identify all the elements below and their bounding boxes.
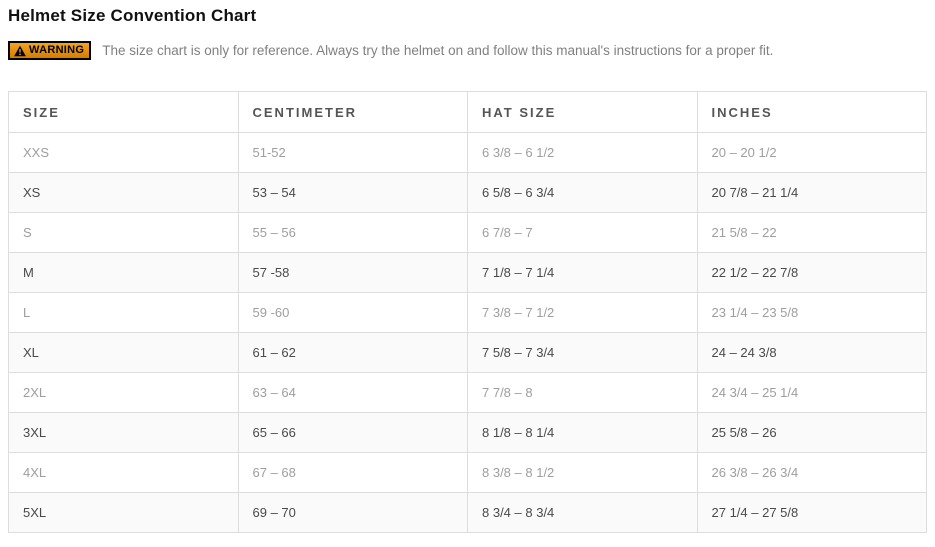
cell-hat-size: 7 5/8 – 7 3/4 [468,333,698,373]
cell-hat-size: 6 3/8 – 6 1/2 [468,133,698,173]
cell-inches: 25 5/8 – 26 [697,413,927,453]
warning-badge-label: WARNING [29,44,85,56]
warning-row [8,41,927,60]
cell-centimeter: 59 -60 [238,293,468,333]
cell-size: M [9,253,239,293]
table-row [9,413,927,453]
cell-centimeter: 61 – 62 [238,333,468,373]
cell-hat-size: 7 7/8 – 8 [468,373,698,413]
cell-size: 2XL [9,373,239,413]
cell-centimeter: 55 – 56 [238,213,468,253]
cell-inches: 23 1/4 – 23 5/8 [697,293,927,333]
cell-hat-size: 8 1/8 – 8 1/4 [468,413,698,453]
cell-size: L [9,293,239,333]
warning-badge [8,41,91,60]
cell-centimeter: 63 – 64 [238,373,468,413]
column-header-size: SIZE [9,92,239,133]
table-row [9,293,927,333]
table-row [9,373,927,413]
table-row [9,173,927,213]
cell-size: 4XL [9,453,239,493]
column-header-centimeter: CENTIMETER [238,92,468,133]
cell-centimeter: 51-52 [238,133,468,173]
cell-size: S [9,213,239,253]
table-header-row [9,92,927,133]
cell-hat-size: 7 1/8 – 7 1/4 [468,253,698,293]
table-row [9,133,927,173]
cell-inches: 22 1/2 – 22 7/8 [697,253,927,293]
size-chart-table [8,91,927,533]
table-row [9,493,927,533]
cell-size: 3XL [9,413,239,453]
cell-centimeter: 53 – 54 [238,173,468,213]
warning-triangle-icon [14,45,26,57]
page-title: Helmet Size Convention Chart [8,6,257,25]
cell-size: XXS [9,133,239,173]
table-row [9,253,927,293]
cell-centimeter: 57 -58 [238,253,468,293]
cell-centimeter: 65 – 66 [238,413,468,453]
table-row [9,213,927,253]
cell-inches: 24 – 24 3/8 [697,333,927,373]
cell-inches: 24 3/4 – 25 1/4 [697,373,927,413]
cell-inches: 20 – 20 1/2 [697,133,927,173]
cell-centimeter: 69 – 70 [238,493,468,533]
cell-inches: 20 7/8 – 21 1/4 [697,173,927,213]
cell-inches: 27 1/4 – 27 5/8 [697,493,927,533]
cell-hat-size: 6 5/8 – 6 3/4 [468,173,698,213]
cell-hat-size: 7 3/8 – 7 1/2 [468,293,698,333]
warning-text: The size chart is only for reference. Always try the helmet on and follow this manual's instructions for a proper fit. [102,42,774,58]
cell-hat-size: 8 3/4 – 8 3/4 [468,493,698,533]
cell-hat-size: 8 3/8 – 8 1/2 [468,453,698,493]
column-header-inches: INCHES [697,92,927,133]
cell-centimeter: 67 – 68 [238,453,468,493]
cell-size: XS [9,173,239,213]
column-header-hat-size: HAT SIZE [468,92,698,133]
cell-inches: 26 3/8 – 26 3/4 [697,453,927,493]
cell-size: 5XL [9,493,239,533]
cell-size: XL [9,333,239,373]
table-row [9,453,927,493]
cell-inches: 21 5/8 – 22 [697,213,927,253]
cell-hat-size: 6 7/8 – 7 [468,213,698,253]
table-row [9,333,927,373]
